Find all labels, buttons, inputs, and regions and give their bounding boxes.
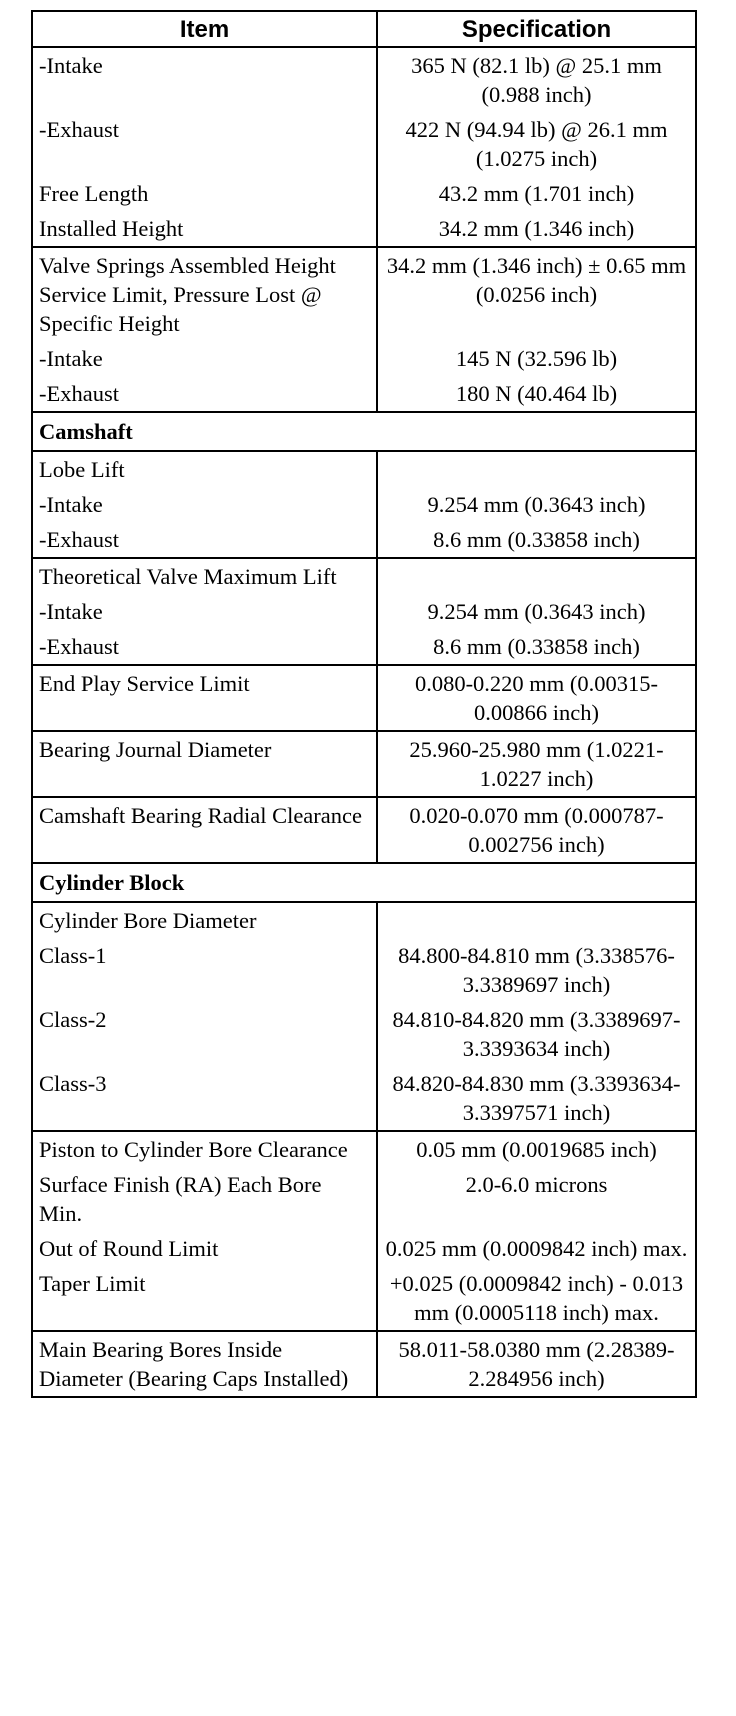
- table-row: [32, 665, 696, 731]
- item-cell: Bearing Journal Diameter: [32, 731, 377, 797]
- spec-cell: 0.080-0.220 mm (0.00315-0.00866 inch): [377, 665, 696, 731]
- item-cell: Surface Finish (RA) Each Bore Min.: [32, 1167, 377, 1231]
- spec-cell: 0.05 mm (0.0019685 inch): [377, 1131, 696, 1167]
- item-cell: End Play Service Limit: [32, 665, 377, 731]
- spec-cell: 180 N (40.464 lb): [377, 376, 696, 412]
- table-row: [32, 247, 696, 341]
- item-cell: -Exhaust: [32, 522, 377, 558]
- spec-cell: 84.820-84.830 mm (3.3393634-3.3397571 inch): [377, 1066, 696, 1131]
- table-row: [32, 1331, 696, 1397]
- table-row: [32, 487, 696, 522]
- item-cell: -Exhaust: [32, 376, 377, 412]
- item-cell: Main Bearing Bores Inside Diameter (Bearing Caps Installed): [32, 1331, 377, 1397]
- item-cell: Lobe Lift: [32, 451, 377, 487]
- header-row: [32, 11, 696, 47]
- table-row: [32, 902, 696, 938]
- table-row: [32, 594, 696, 629]
- table-row: [32, 376, 696, 412]
- section-title: Cylinder Block: [32, 863, 696, 902]
- table-row: [32, 451, 696, 487]
- item-cell: -Exhaust: [32, 112, 377, 176]
- item-cell: Class-1: [32, 938, 377, 1002]
- section-header-row: [32, 863, 696, 902]
- spec-cell: +0.025 (0.0009842 inch) - 0.013 mm (0.0005118 inch) max.: [377, 1266, 696, 1331]
- item-cell: -Exhaust: [32, 629, 377, 665]
- table-row: [32, 1066, 696, 1131]
- table-row: [32, 731, 696, 797]
- table-row: [32, 629, 696, 665]
- spec-cell: 145 N (32.596 lb): [377, 341, 696, 376]
- spec-cell: 2.0-6.0 microns: [377, 1167, 696, 1231]
- table-row: [32, 1266, 696, 1331]
- item-cell: Piston to Cylinder Bore Clearance: [32, 1131, 377, 1167]
- table-row: [32, 938, 696, 1002]
- spec-cell: 84.810-84.820 mm (3.3389697-3.3393634 inch): [377, 1002, 696, 1066]
- spec-cell: 8.6 mm (0.33858 inch): [377, 629, 696, 665]
- specification-column-header: Specification: [377, 11, 696, 47]
- table-row: [32, 558, 696, 594]
- item-cell: -Intake: [32, 594, 377, 629]
- table-row: [32, 1131, 696, 1167]
- spec-cell: 0.025 mm (0.0009842 inch) max.: [377, 1231, 696, 1266]
- spec-cell: 84.800-84.810 mm (3.338576-3.3389697 inch): [377, 938, 696, 1002]
- spec-cell: 0.020-0.070 mm (0.000787-0.002756 inch): [377, 797, 696, 863]
- specification-table: [31, 10, 697, 1398]
- table-row: [32, 47, 696, 112]
- item-cell: -Intake: [32, 47, 377, 112]
- item-cell: Cylinder Bore Diameter: [32, 902, 377, 938]
- item-cell: Valve Springs Assembled Height Service Limit, Pressure Lost @ Specific Height: [32, 247, 377, 341]
- table-row: [32, 176, 696, 211]
- item-cell: Taper Limit: [32, 1266, 377, 1331]
- spec-cell: 8.6 mm (0.33858 inch): [377, 522, 696, 558]
- spec-cell: 9.254 mm (0.3643 inch): [377, 487, 696, 522]
- table-row: [32, 112, 696, 176]
- spec-cell: 422 N (94.94 lb) @ 26.1 mm (1.0275 inch): [377, 112, 696, 176]
- spec-cell: 34.2 mm (1.346 inch) ± 0.65 mm (0.0256 inch): [377, 247, 696, 341]
- table-row: [32, 797, 696, 863]
- item-cell: Free Length: [32, 176, 377, 211]
- item-cell: Installed Height: [32, 211, 377, 247]
- table-row: [32, 1231, 696, 1266]
- spec-cell: [377, 902, 696, 938]
- table-row: [32, 1167, 696, 1231]
- item-cell: Out of Round Limit: [32, 1231, 377, 1266]
- table-row: [32, 522, 696, 558]
- item-cell: -Intake: [32, 487, 377, 522]
- spec-cell: 43.2 mm (1.701 inch): [377, 176, 696, 211]
- spec-cell: 58.011-58.0380 mm (2.28389-2.284956 inch): [377, 1331, 696, 1397]
- item-cell: -Intake: [32, 341, 377, 376]
- table-row: [32, 211, 696, 247]
- spec-cell: 9.254 mm (0.3643 inch): [377, 594, 696, 629]
- spec-cell: 25.960-25.980 mm (1.0221-1.0227 inch): [377, 731, 696, 797]
- spec-cell: [377, 558, 696, 594]
- item-cell: Class-3: [32, 1066, 377, 1131]
- item-cell: Theoretical Valve Maximum Lift: [32, 558, 377, 594]
- section-title: Camshaft: [32, 412, 696, 451]
- item-cell: Class-2: [32, 1002, 377, 1066]
- section-header-row: [32, 412, 696, 451]
- item-column-header: Item: [32, 11, 377, 47]
- table-row: [32, 341, 696, 376]
- spec-cell: [377, 451, 696, 487]
- table-row: [32, 1002, 696, 1066]
- spec-cell: 34.2 mm (1.346 inch): [377, 211, 696, 247]
- spec-cell: 365 N (82.1 lb) @ 25.1 mm (0.988 inch): [377, 47, 696, 112]
- item-cell: Camshaft Bearing Radial Clearance: [32, 797, 377, 863]
